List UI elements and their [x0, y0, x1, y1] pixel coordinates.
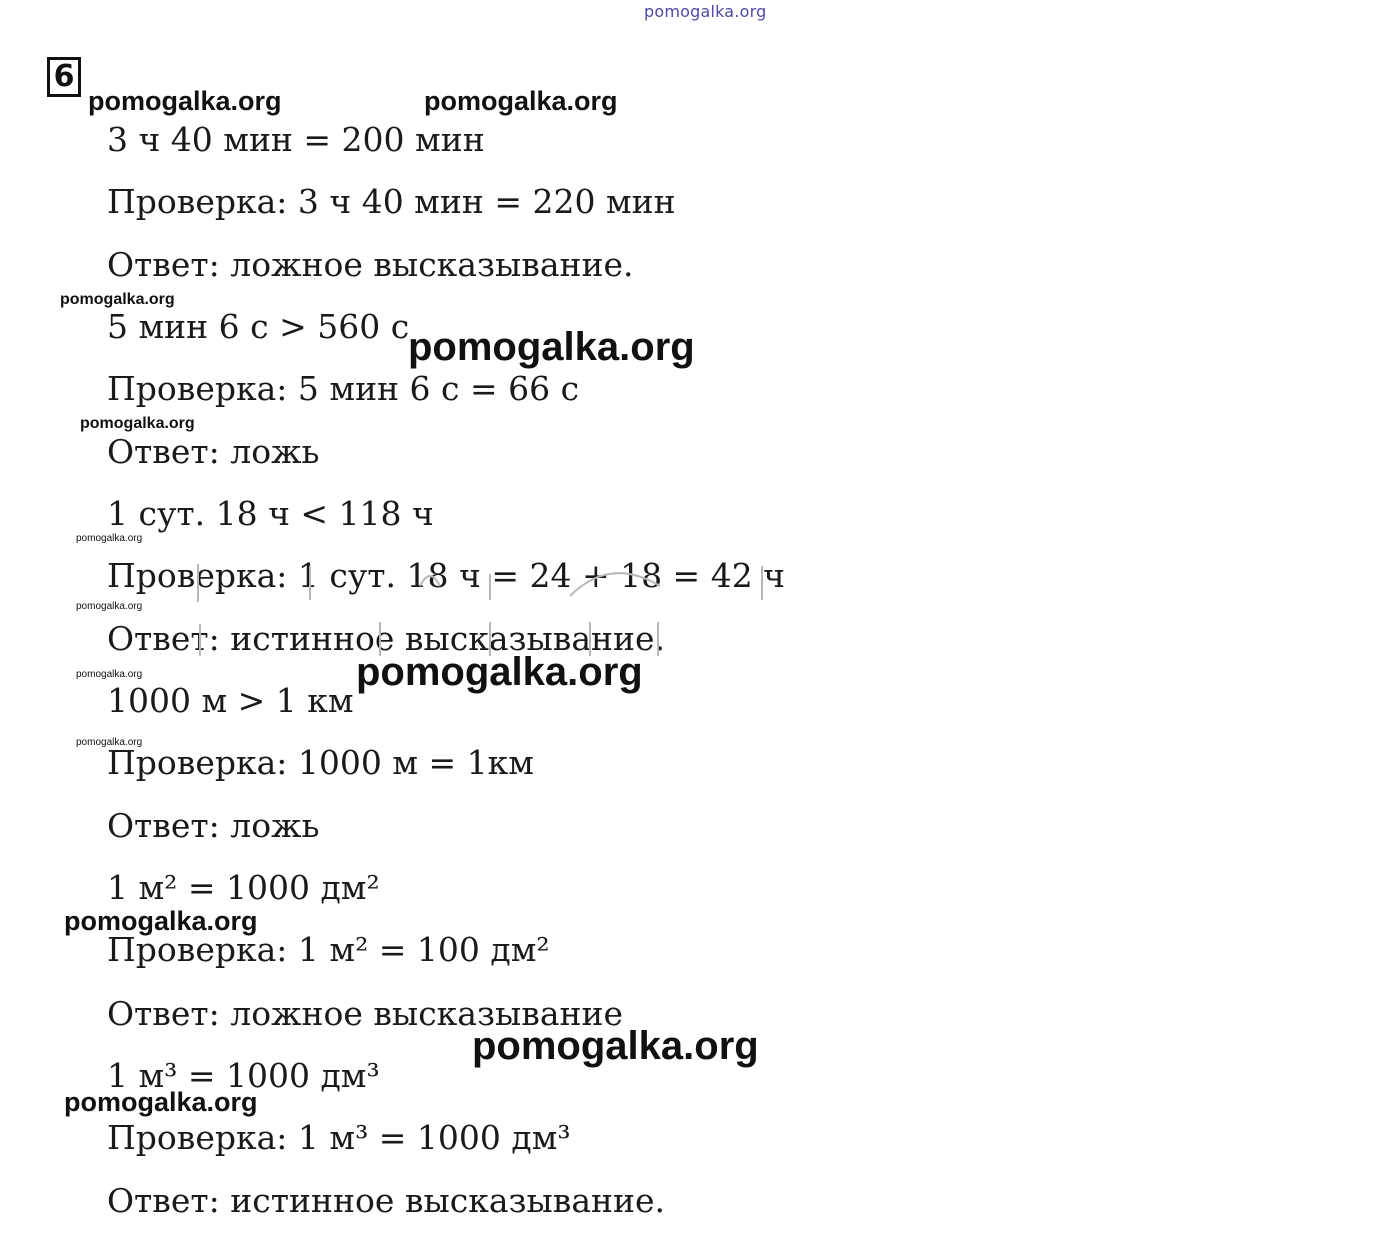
statement-line-5: 1 м² = 1000 дм²: [107, 868, 380, 907]
header-watermark: pomogalka.org: [644, 2, 767, 21]
statement-line-1: 3 ч 40 мин = 200 мин: [107, 120, 485, 159]
watermark: pomogalka.org: [356, 650, 643, 694]
statement-line-3: 1 сут. 18 ч < 118 ч: [107, 494, 434, 533]
check-line-6: Проверка: 1 м³ = 1000 дм³: [107, 1118, 571, 1157]
statement-line-4: 1000 м > 1 км: [107, 681, 354, 720]
check-line-3: Проверка: 1 сут. 18 ч = 24 + 18 = 42 ч: [107, 556, 785, 595]
answer-line-1: Ответ: ложное высказывание.: [107, 245, 634, 284]
answer-line-2: Ответ: ложь: [107, 432, 320, 471]
watermark: pomogalka.org: [408, 325, 695, 369]
task-number-badge: 6: [47, 57, 81, 97]
watermark: pomogalka.org: [64, 906, 258, 936]
statement-line-6: 1 м³ = 1000 дм³: [107, 1056, 380, 1095]
answer-line-6: Ответ: истинное высказывание.: [107, 1181, 666, 1220]
watermark: pomogalka.org: [424, 86, 618, 116]
watermark: pomogalka.org: [472, 1024, 759, 1068]
watermark: pomogalka.org: [76, 737, 143, 748]
statement-line-2: 5 мин 6 с > 560 с: [107, 307, 410, 346]
check-line-2: Проверка: 5 мин 6 с = 66 с: [107, 369, 580, 408]
answer-line-4: Ответ: ложь: [107, 806, 320, 845]
watermark: pomogalka.org: [64, 1087, 258, 1117]
watermark: pomogalka.org: [76, 601, 143, 612]
answer-line-5: Ответ: ложное высказывание: [107, 994, 624, 1033]
watermark: pomogalka.org: [76, 533, 143, 544]
watermark: pomogalka.org: [76, 669, 143, 680]
check-line-4: Проверка: 1000 м = 1км: [107, 743, 534, 782]
check-line-5: Проверка: 1 м² = 100 дм²: [107, 930, 550, 969]
check-line-1: Проверка: 3 ч 40 мин = 220 мин: [107, 182, 676, 221]
watermark: pomogalka.org: [80, 415, 195, 432]
answer-line-3: Ответ: истинное высказывание.: [107, 619, 666, 658]
watermark: pomogalka.org: [60, 291, 175, 308]
watermark: pomogalka.org: [88, 86, 282, 116]
